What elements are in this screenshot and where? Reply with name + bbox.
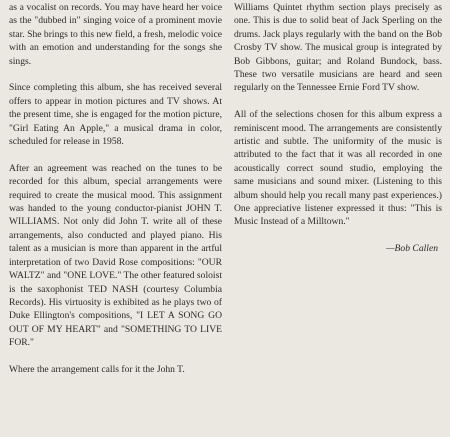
left-column	[9, 1, 222, 376]
paragraph-vocalist: as a vocalist on records. You may have heard her voice as the "dubbed in" singing voice of a prominent movie star. She brings to this new field, a fresh, melodic voice with an emotion and understanding for the songs she sings.	[9, 2, 222, 67]
paragraph-quintet-start: Where the arrangement calls for it the John T.	[9, 363, 185, 375]
paragraph-rhythm-section: Williams Quintet rhythm section plays precisely as one. This is due to solid beat of Jack Sperling on the drums. Jack plays regularly with the band on the Bob Crosby TV show. The musical group is integrated by Bob Gibbons, guitar; and Roland Bundock, bass. These two versatile musicians are heard and seen regularly on the Tennessee Ernie Ford TV show.	[234, 2, 442, 94]
author-signature: —Bob Callen	[386, 243, 438, 255]
paragraph-motion-picture: Since completing this album, she has received several offers to appear in motion pictures and TV shows. At the present time, she is engaged for the motion picture, "Girl Eating An Apple," a musical drama in color, scheduled for release in 1958.	[9, 82, 222, 148]
paragraph-arrangements: After an agreement was reached on the tunes to be recorded for this album, special arrangements were required to create the musical mood. This assignment was handed to the young conductor-pianist JOHN T. WILLIAMS. Not only did John T. write all of these arrangements, also conducted and played piano. His talent as a musician is more than apparent in the artful interpretation of two David Rose compositions: "OUR WALTZ" and "ONE LOVE." The other featured soloist is the saxophonist TED NASH (courtesy Columbia Records). His virtuosity is exhibited as he plays two of Duke Ellington's compositions, "I LET A SONG GO OUT OF MY HEART" and "SOMETHING TO LIVE FOR."	[9, 162, 222, 349]
right-column	[234, 1, 442, 256]
paragraph-selections: All of the selections chosen for this album express a reminiscent mood. The arrangements are consistently artistic and subtle. The uniformity of the music is attributed to the fact that it was all recorded in one acoustically correct sound studio, employing the same musicians and sound mixer. (Listening to this album should help you recall many past experiences.) One appreciative listener expressed it thus: "This is Music Instead of a Milltown."	[234, 109, 442, 228]
